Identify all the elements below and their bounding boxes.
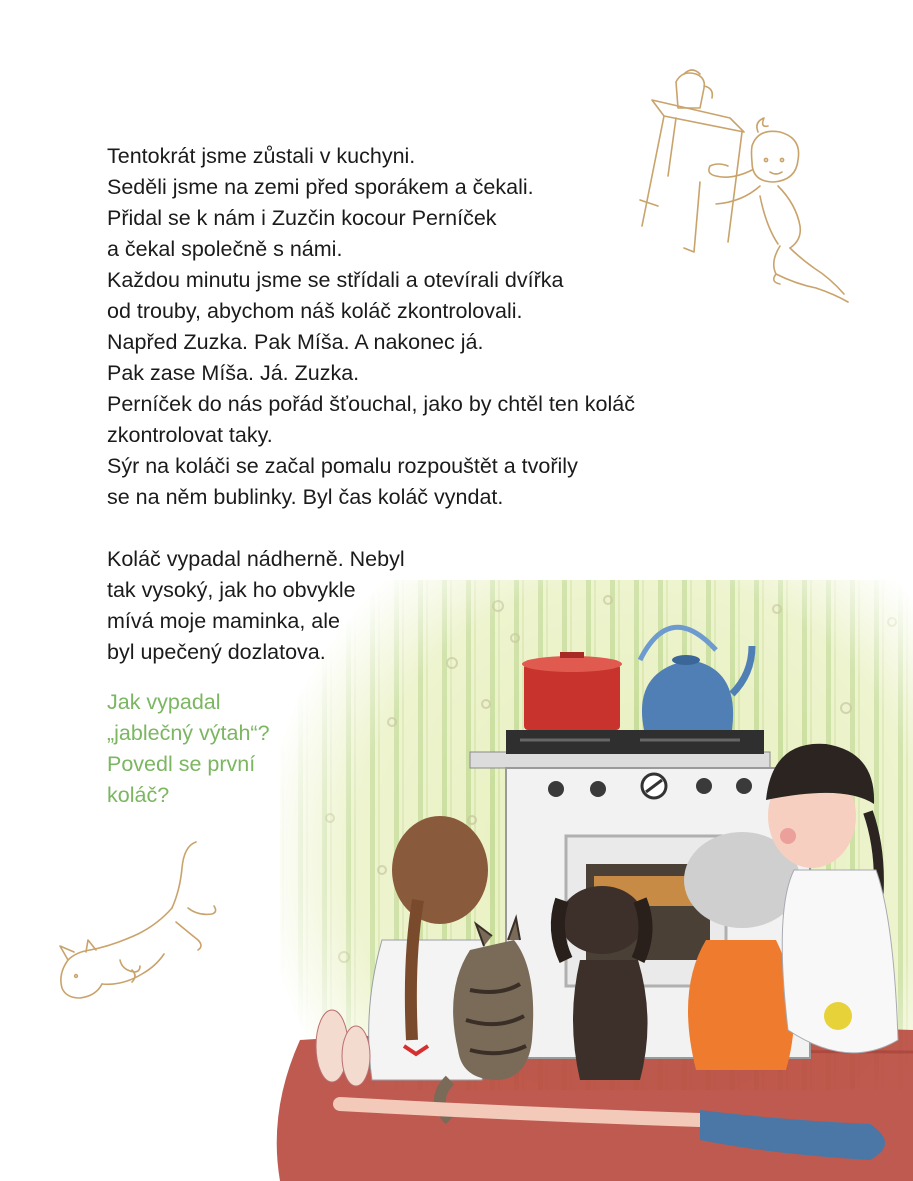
text-line: Koláč vypadal nádherně. Nebyl xyxy=(107,547,405,571)
question-line: Jak vypadal xyxy=(107,690,221,714)
text-line: zkontrolovat taky. xyxy=(107,423,273,447)
text-line: mívá moje maminka, ale xyxy=(107,609,340,633)
text-line: a čekal společně s námi. xyxy=(107,237,343,261)
text-line: se na něm bublinky. Byl čas koláč vyndat. xyxy=(107,485,504,509)
story-paragraph-1 xyxy=(107,141,727,513)
text-line: Přidal se k nám i Zuzčin kocour Perníček xyxy=(107,206,497,230)
text-line: Každou minutu jsme se střídali a otevírali dvířka xyxy=(107,268,564,292)
paragraph-gap xyxy=(107,513,727,544)
text-line: Perníček do nás pořád šťouchal, jako by chtěl ten koláč xyxy=(107,392,635,416)
question-line: Povedl se první xyxy=(107,752,256,776)
text-line: tak vysoký, jak ho obvykle xyxy=(107,578,356,602)
text-line: Tentokrát jsme zůstali v kuchyni. xyxy=(107,144,416,168)
text-line: Sýr na koláči se začal pomalu rozpouštět a tvořily xyxy=(107,454,578,478)
text-line: Seděli jsme na zemi před sporákem a čekali. xyxy=(107,175,534,199)
text-line: Napřed Zuzka. Pak Míša. A nakonec já. xyxy=(107,330,484,354)
text-line: byl upečený dozlatova. xyxy=(107,640,326,664)
question-line: „jablečný výtah“? xyxy=(107,721,270,745)
story-text xyxy=(107,141,727,668)
text-line: Pak zase Míša. Já. Zuzka. xyxy=(107,361,360,385)
reader-question xyxy=(107,687,367,811)
story-paragraph-2 xyxy=(107,544,727,668)
text-line: od trouby, abychom náš koláč zkontrolovali. xyxy=(107,299,523,323)
question-line: koláč? xyxy=(107,783,170,807)
